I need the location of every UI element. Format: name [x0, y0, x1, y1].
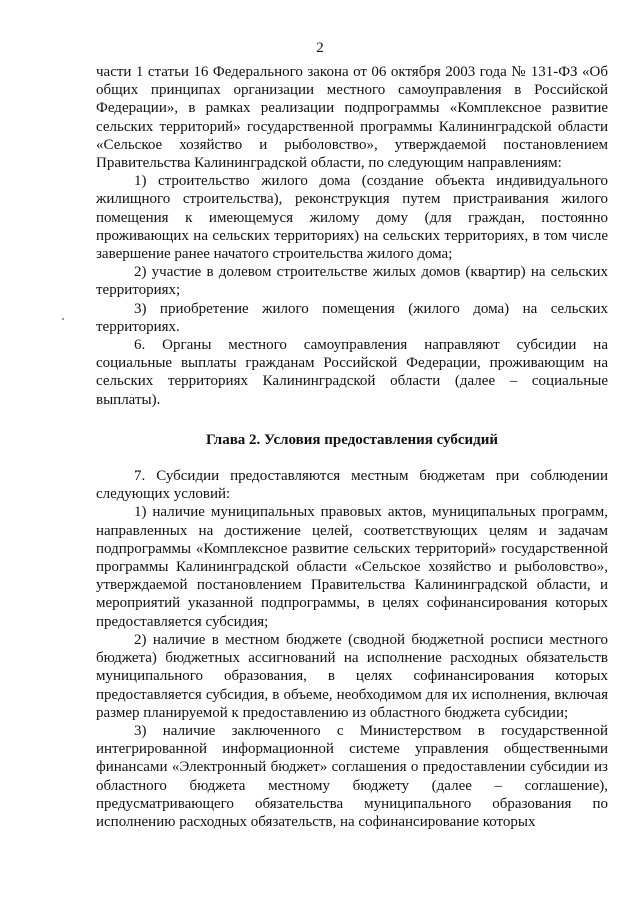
page-number: 2: [316, 40, 324, 56]
paragraph-condition-2: 2) наличие в местном бюджете (сводной бюджетной росписи местного бюджета) бюджетных ассигнований на исполнение расходных обязательств муниципального образования, в целях софинансирования которых предоставляется субсидия, в объеме, необходимом для их исполнения, включая размер планируемой к предоставлению из областного бюджета субсидии;: [96, 631, 608, 721]
paragraph-item-1: 1) строительство жилого дома (создание объекта индивидуального жилищного строительства), реконструкция путем пристраивания жилого помещения к имеющемуся жилому дому (для граждан, постоянно проживающих на сельских территориях) на сельских территориях, в том числе завершение ранее начатого строительства жилого дома;: [96, 173, 608, 263]
paragraph-item-2: 2) участие в долевом строительстве жилых домов (квартир) на сельских территориях;: [96, 264, 608, 299]
paragraph-item-3: 3) приобретение жилого помещения (жилого дома) на сельских территориях.: [96, 300, 608, 335]
chapter-heading: Глава 2. Условия предоставления субсидий: [205, 431, 499, 448]
paragraph-intro: части 1 статьи 16 Федерального закона от 06 октября 2003 года № 131-ФЗ «Об общих принципах организации местного самоуправления в Российской Федерации», в рамках реализации подпрограммы «Комплексное развитие сельских территорий» государственной программы Калининградской области «Сельское хозяйство и рыболовство», утверждаемой постановлением Правительства Калининградской области, по следующим направлениям:: [96, 64, 608, 172]
paragraph-6: 6. Органы местного самоуправления направляют субсидии на социальные выплаты гражданам Российской Федерации, проживающим на сельских территориях Калининградской области (далее – социальные выплаты).: [96, 337, 608, 408]
scan-speck: [62, 318, 64, 320]
document-body: [96, 63, 608, 831]
paragraph-7: 7. Субсидии предоставляются местным бюджетам при соблюдении следующих условий:: [96, 468, 608, 503]
paragraph-condition-3: 3) наличие заключенного с Министерством в государственной интегрированной информационной системе управления общественными финансами «Электронный бюджет» соглашения о предоставлении субсидии из областного бюджета местному бюджету (далее – соглашение), предусматривающего обязательства муниципального образования по исполнению расходных обязательств, на софинансирование которых: [96, 722, 608, 830]
paragraph-condition-1: 1) наличие муниципальных правовых актов, муниципальных программ, направленных на достижение целей, соответствующих целям и задачам подпрограммы «Комплексное развитие сельских территорий» государственной программы Калининградской области «Сельское хозяйство и рыболовство», утверждаемой постановлением Правительства Калининградской области, и мероприятий указанной подпрограммы, в целях софинансирования которых предоставляется субсидия;: [96, 504, 608, 630]
